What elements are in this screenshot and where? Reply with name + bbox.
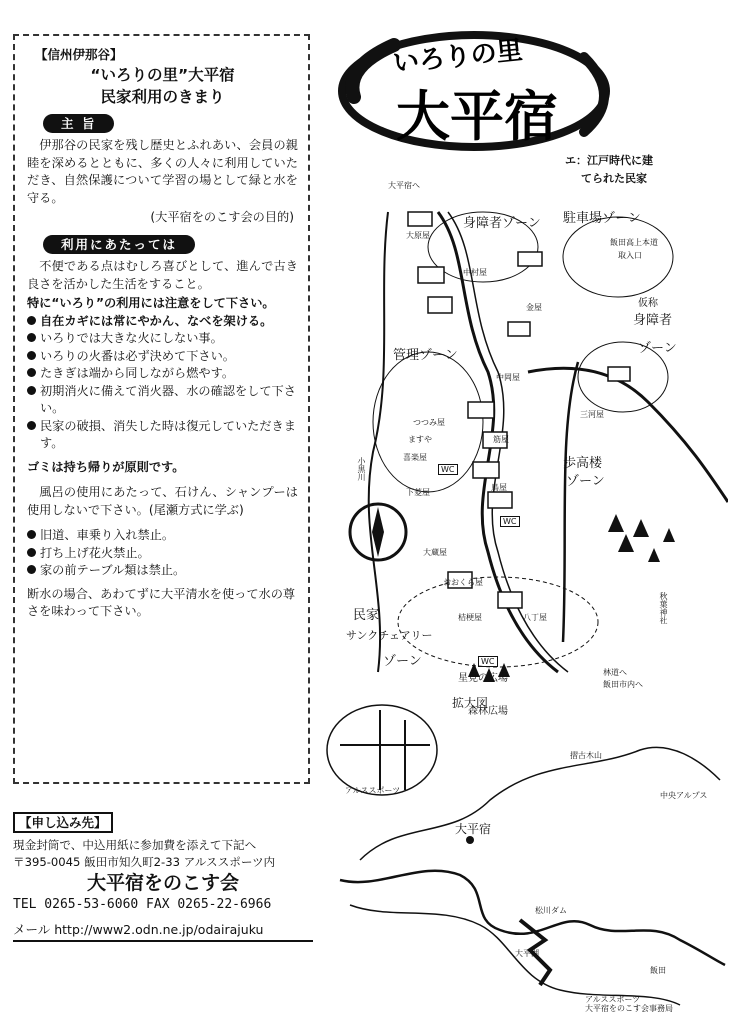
rule-item: 家の前テーブル類は禁止。 — [27, 562, 298, 580]
wc-label: WC — [478, 656, 498, 667]
zone-minka-label-2: サンクチェアリー — [346, 629, 433, 642]
rule-item: いろりでは大きな火にしない事。 — [27, 330, 298, 348]
legend-line-2: てられた民家 — [581, 172, 647, 185]
zone-admin-label: 管理ゾーン — [393, 348, 458, 363]
bath-rule: 風呂の使用にあたって、石けん、シャンプーは使用しないで下さい。(尾瀬方式に学ぶ) — [27, 485, 298, 517]
plaza-hoshimi: 星見の広場 — [458, 673, 508, 684]
inset-arusu-label: アルススポーツ — [345, 786, 401, 795]
inset-iida-label: 飯田 — [650, 966, 666, 975]
zone-walk-label-1: 歩高楼 — [563, 456, 603, 471]
compass-needle-icon — [372, 507, 384, 557]
bullet-icon — [27, 351, 36, 360]
contact-line-1: 現金封筒で、中込用紙に参加費を添えて下記へ — [13, 838, 257, 852]
purpose-text: 伊那谷の民家を残し歴史とふれあい、会員の親睦を深めるとともに、多くの人々に利用していただき、自然保護について学習の場として緑と水を守る。 — [27, 138, 298, 205]
logo-brush-stroke — [352, 45, 394, 97]
inset-mountain-label: 摺古木山 — [570, 751, 602, 760]
rule-item: いろりの火番は必ず決めて下さい。 — [27, 348, 298, 366]
rule-item: 打ち上げ花火禁止。 — [27, 545, 298, 563]
house-sanya: 三河屋 — [580, 410, 604, 419]
logo — [334, 27, 624, 155]
house-ohara: 大原屋 — [406, 231, 430, 240]
house-okura: 大蔵屋 — [423, 548, 447, 557]
house-kanaya: 金屋 — [526, 303, 542, 312]
plaza-forest: 森林広場 — [468, 706, 508, 717]
region-label: 【信州伊那谷】 — [35, 47, 123, 62]
zone-minka-label-1: 民家 — [353, 608, 380, 623]
house-sujiya: 筋屋 — [493, 435, 509, 444]
rule-item: 旧道、車乗り入れ禁止。 — [27, 527, 298, 545]
section-tag-usage: 利用にあたっては — [43, 235, 195, 255]
house-toriya: 鳥屋 — [491, 483, 507, 492]
org-name: 大平宿をのこす会 — [86, 872, 239, 894]
rule-item: 自在カギには常にやかん、なべを架ける。 — [27, 313, 298, 331]
zone-handicap-1-label: 身障者ゾーン — [463, 216, 541, 231]
inset-streets — [340, 710, 430, 790]
zone-parking-label: 駐車場ゾーン — [563, 211, 641, 226]
zone-handicap-2b-label: 身障者 — [633, 313, 673, 328]
area-inset-map — [320, 690, 730, 1020]
highway — [528, 368, 728, 502]
bullet-icon — [27, 530, 36, 539]
garbage-rule: ゴミは持ち帰りが原則です。 — [27, 459, 185, 474]
road-label-2: 飯田市内へ — [603, 680, 643, 689]
tel-fax: TEL 0265-53-6060 FAX 0265-22-6966 — [13, 897, 272, 912]
enlarge-label: 拡大図 — [452, 696, 489, 710]
contact-address: 〒395-0045 飯田市知久町2-33 アルススポーツ内 — [13, 855, 276, 869]
bullet-icon — [27, 565, 36, 574]
rules-box — [13, 34, 310, 784]
title-line-2: 民家利用のきまり — [100, 87, 225, 106]
house-kiraku: 喜楽屋 — [403, 453, 427, 462]
inset-dam-label: 松川ダム — [535, 906, 567, 915]
contact-section — [13, 812, 313, 942]
house-tsutsumi: つつみ屋 — [413, 418, 445, 427]
house-hattori: 八丁屋 — [523, 613, 547, 622]
usage-warning: 特に“いろり”の利用には注意をして下さい。 — [27, 296, 275, 310]
house-kikyo: 桔梗屋 — [458, 613, 482, 622]
road-label-1: 林道へ — [603, 668, 627, 677]
inset-office-label: アルススポーツ 大平宿をのこす会事務局 — [585, 995, 673, 1013]
wc-label: WC — [438, 464, 458, 475]
house-nakamura: 中村屋 — [463, 268, 487, 277]
bullet-icon — [27, 333, 36, 342]
bullet-icon — [27, 368, 36, 377]
zone-circle — [398, 577, 598, 667]
inset-enlarge-circle — [327, 705, 437, 795]
intake-label-1: 飯田高上本道 — [610, 238, 658, 247]
rule-item: 初期消火に備えて消火器、水の確認をして下さい。 — [27, 383, 298, 418]
wc-label: WC — [500, 516, 520, 527]
rule-item: たきぎは端から同しながら燃やす。 — [27, 365, 298, 383]
inset-alps-label: 中央アルプス — [660, 791, 708, 800]
road-label-3: 大平宿へ — [388, 181, 420, 190]
zone-walk-label-2: ゾーン — [566, 474, 605, 489]
house-okuraya2: おおくら屋 — [443, 578, 483, 587]
bullet-icon — [27, 421, 36, 430]
river-label: 小黒川 — [357, 457, 366, 481]
water-note: 断水の場合、あわてずに大平清水を使って水の尊さを味わって下さい。 — [27, 586, 296, 618]
rule-list-2 — [27, 527, 298, 580]
legend-line-1: エ：江戸時代に建 — [565, 154, 653, 167]
house-masuya: ますや — [408, 435, 432, 444]
river-line — [369, 212, 388, 672]
logo-top-text: いろりの里 — [391, 35, 525, 79]
usage-intro: 不便である点はむしろ喜びとして、進んで古き良さを活かした生活をすること。 — [27, 259, 298, 291]
zone-handicap-2c-label: ゾーン — [638, 341, 677, 356]
purpose-note: (大平宿をのこす会の目的) — [150, 210, 294, 224]
zone-minka-label-3: ゾーン — [383, 654, 422, 669]
inset-lake-label: 大平湖 — [515, 949, 539, 958]
rule-list-1 — [27, 313, 298, 453]
side-road — [563, 362, 578, 642]
mountain-ridge — [360, 747, 720, 860]
bullet-icon — [27, 386, 36, 395]
inset-odaira-label: 大平宿 — [455, 822, 492, 836]
email-url[interactable]: メール http://www2.odn.ne.jp/odairajuku — [13, 921, 313, 942]
inset-drawing — [320, 690, 730, 1020]
intake-label-2: 取入口 — [618, 251, 642, 260]
contact-label: 【申し込み先】 — [13, 812, 113, 833]
bullet-icon — [27, 548, 36, 557]
odaira-marker-icon — [466, 836, 474, 844]
bullet-icon — [27, 316, 36, 325]
section-tag-purpose: 主 旨 — [43, 114, 114, 134]
logo-main-text: 大平宿 — [396, 84, 558, 148]
house-shimobishi: 下菱屋 — [406, 488, 430, 497]
house-nakaoka: 中岡屋 — [496, 373, 520, 382]
zone-handicap-2a-label: 仮称 — [638, 298, 658, 309]
rule-item: 民家の破損、消失した時は復元していただきます。 — [27, 418, 298, 453]
shrine-label: 秋葉神社 — [659, 592, 668, 624]
title-line-1: “いろりの里”大平宿 — [90, 65, 235, 84]
